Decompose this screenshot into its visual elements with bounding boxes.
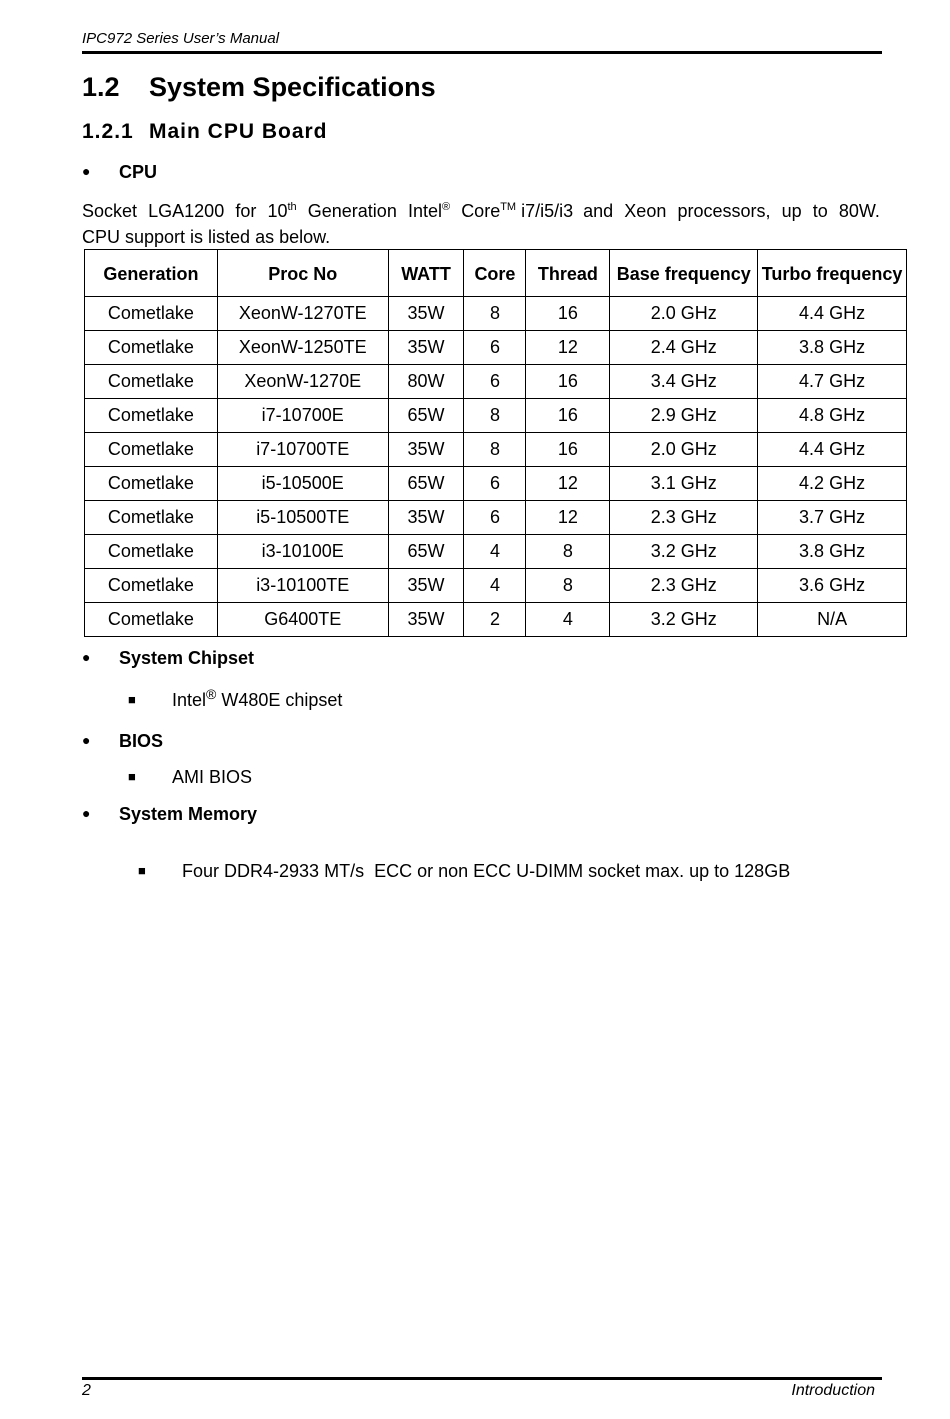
cpu-description bbox=[82, 198, 880, 250]
table-cell: i7-10700E bbox=[217, 399, 388, 433]
registered-mark: ® bbox=[206, 686, 217, 702]
table-cell: i5-10500E bbox=[217, 467, 388, 501]
table-cell: 8 bbox=[526, 569, 610, 603]
table-cell: XeonW-1270E bbox=[217, 365, 388, 399]
memory-heading: System Memory bbox=[119, 804, 258, 824]
table-cell: 35W bbox=[388, 501, 464, 535]
chipset-heading: System Chipset bbox=[119, 648, 255, 668]
table-row bbox=[85, 603, 907, 637]
table-cell: 16 bbox=[526, 297, 610, 331]
table-cell: 80W bbox=[388, 365, 464, 399]
cpu-description-line1 bbox=[82, 198, 880, 224]
table-cell: 35W bbox=[388, 331, 464, 365]
table-cell: i3-10100E bbox=[217, 535, 388, 569]
table-row bbox=[85, 535, 907, 569]
subsection-title: Main CPU Board bbox=[149, 120, 328, 143]
table-cell: 8 bbox=[464, 297, 526, 331]
word-base: 10 bbox=[267, 201, 288, 221]
cpu-support-table bbox=[84, 249, 907, 637]
column-header: Generation bbox=[85, 250, 218, 297]
bullet-dot-icon: ● bbox=[82, 732, 91, 748]
square-bullet-icon: ■ bbox=[128, 769, 136, 784]
memory-item bbox=[128, 840, 790, 882]
word: Xeon bbox=[624, 201, 667, 221]
table-cell: 4.4 GHz bbox=[758, 433, 907, 467]
table-cell: 6 bbox=[464, 365, 526, 399]
table-row bbox=[85, 569, 907, 603]
table-row bbox=[85, 501, 907, 535]
table-cell: 65W bbox=[388, 399, 464, 433]
section-number: 1.2 bbox=[82, 72, 120, 102]
table-row bbox=[85, 331, 907, 365]
bullet-dot-icon: ● bbox=[82, 805, 91, 821]
bios-item bbox=[128, 767, 252, 788]
table-cell: 8 bbox=[464, 433, 526, 467]
header-rule bbox=[82, 51, 882, 54]
table-cell: 3.7 GHz bbox=[758, 501, 907, 535]
column-header: Core bbox=[464, 250, 526, 297]
memory-bullet bbox=[82, 804, 257, 825]
table-cell: i7-10700TE bbox=[217, 433, 388, 467]
table-cell: 2.0 GHz bbox=[610, 297, 758, 331]
table-cell: 8 bbox=[526, 535, 610, 569]
table-cell: 16 bbox=[526, 399, 610, 433]
column-header: WATT bbox=[388, 250, 464, 297]
table-cell: 35W bbox=[388, 603, 464, 637]
table-cell: 6 bbox=[464, 467, 526, 501]
table-cell: Cometlake bbox=[85, 535, 218, 569]
table-cell: Cometlake bbox=[85, 467, 218, 501]
column-header: Base frequency bbox=[610, 250, 758, 297]
bullet-dot-icon: ● bbox=[82, 649, 91, 665]
cpu-heading: CPU bbox=[119, 162, 158, 182]
word-base: Intel bbox=[407, 201, 442, 221]
square-bullet-icon: ■ bbox=[128, 692, 136, 707]
word: processors, bbox=[677, 201, 771, 221]
table-cell: i3-10100TE bbox=[217, 569, 388, 603]
table-cell: Cometlake bbox=[85, 603, 218, 637]
word bbox=[267, 198, 296, 224]
table-cell: Cometlake bbox=[85, 399, 218, 433]
column-header: Thread bbox=[526, 250, 610, 297]
chipset-item bbox=[128, 686, 343, 711]
chipset-item-text: Intel bbox=[172, 690, 207, 710]
table-cell: 65W bbox=[388, 535, 464, 569]
table-cell: 3.6 GHz bbox=[758, 569, 907, 603]
cpu-description-line2: CPU support is listed as below. bbox=[82, 227, 331, 247]
word: to bbox=[812, 201, 828, 221]
word bbox=[408, 198, 450, 224]
table-cell: G6400TE bbox=[217, 603, 388, 637]
table-cell: 12 bbox=[526, 331, 610, 365]
word-base: Core bbox=[461, 201, 501, 221]
cpu-bullet bbox=[82, 162, 157, 183]
table-row bbox=[85, 433, 907, 467]
subsection-number: 1.2.1 bbox=[82, 120, 134, 143]
table-cell: 65W bbox=[388, 467, 464, 501]
table-header-row bbox=[85, 250, 907, 297]
table-cell: 2.3 GHz bbox=[610, 569, 758, 603]
table-cell: 3.1 GHz bbox=[610, 467, 758, 501]
table-cell: 4.4 GHz bbox=[758, 297, 907, 331]
word bbox=[461, 198, 613, 224]
subsection-heading bbox=[82, 120, 328, 144]
table-cell: 4 bbox=[464, 569, 526, 603]
table-row bbox=[85, 297, 907, 331]
table-cell: 2.9 GHz bbox=[610, 399, 758, 433]
running-header: IPC972 Series User’s Manual bbox=[82, 30, 280, 47]
table-cell: 2.4 GHz bbox=[610, 331, 758, 365]
table-cell: 4 bbox=[464, 535, 526, 569]
table-row bbox=[85, 467, 907, 501]
registered-mark: ® bbox=[441, 201, 451, 213]
table-cell: Cometlake bbox=[85, 331, 218, 365]
table-cell: 3.8 GHz bbox=[758, 331, 907, 365]
bios-heading: BIOS bbox=[119, 731, 164, 751]
section-heading bbox=[82, 72, 436, 103]
footer-rule bbox=[82, 1377, 882, 1380]
table-cell: 35W bbox=[388, 433, 464, 467]
memory-item-text: Four DDR4-2933 MT/s ECC or non ECC U-DIMM socket max. up to 128GB bbox=[182, 861, 791, 881]
table-cell: 35W bbox=[388, 569, 464, 603]
table-cell: 6 bbox=[464, 501, 526, 535]
bios-bullet bbox=[82, 731, 163, 752]
bios-item-text: AMI BIOS bbox=[172, 767, 253, 787]
table-cell: 4 bbox=[526, 603, 610, 637]
table-cell: 3.4 GHz bbox=[610, 365, 758, 399]
table-cell: 12 bbox=[526, 467, 610, 501]
table-cell: 2.3 GHz bbox=[610, 501, 758, 535]
table-cell: Cometlake bbox=[85, 297, 218, 331]
table-row bbox=[85, 399, 907, 433]
word: Socket bbox=[82, 201, 138, 221]
superscript: th bbox=[287, 201, 297, 213]
word: up bbox=[781, 201, 802, 221]
table-cell: 3.8 GHz bbox=[758, 535, 907, 569]
table-cell: 4.2 GHz bbox=[758, 467, 907, 501]
table-cell: 16 bbox=[526, 365, 610, 399]
table-cell: 2 bbox=[464, 603, 526, 637]
chipset-item-text-rest: W480E chipset bbox=[216, 690, 343, 710]
table-cell: XeonW-1270TE bbox=[217, 297, 388, 331]
table-cell: 6 bbox=[464, 331, 526, 365]
table-cell: 4.8 GHz bbox=[758, 399, 907, 433]
table-cell: 35W bbox=[388, 297, 464, 331]
trademark-mark: TM bbox=[500, 201, 517, 213]
word: 80W. bbox=[838, 201, 880, 221]
word: for bbox=[235, 201, 257, 221]
table-cell: 12 bbox=[526, 501, 610, 535]
square-bullet-icon: ■ bbox=[138, 863, 146, 878]
table-body bbox=[85, 297, 907, 637]
table-cell: Cometlake bbox=[85, 501, 218, 535]
table-cell: 4.7 GHz bbox=[758, 365, 907, 399]
table-cell: 3.2 GHz bbox=[610, 603, 758, 637]
table-cell: Cometlake bbox=[85, 365, 218, 399]
word: i7/i5/i3 and bbox=[521, 201, 614, 221]
column-header: Proc No bbox=[217, 250, 388, 297]
table-cell: 16 bbox=[526, 433, 610, 467]
table-cell: N/A bbox=[758, 603, 907, 637]
table-cell: 3.2 GHz bbox=[610, 535, 758, 569]
table-cell: i5-10500TE bbox=[217, 501, 388, 535]
page-number: 2 bbox=[82, 1382, 91, 1399]
word: Generation bbox=[307, 201, 397, 221]
chipset-bullet bbox=[82, 648, 254, 669]
bullet-dot-icon: ● bbox=[82, 163, 91, 179]
section-title: System Specifications bbox=[149, 72, 436, 102]
footer-section: Introduction bbox=[791, 1382, 875, 1399]
column-header: Turbo frequency bbox=[758, 250, 907, 297]
table-cell: XeonW-1250TE bbox=[217, 331, 388, 365]
table-cell: 2.0 GHz bbox=[610, 433, 758, 467]
table-cell: Cometlake bbox=[85, 569, 218, 603]
table-cell: Cometlake bbox=[85, 433, 218, 467]
table-row bbox=[85, 365, 907, 399]
word: LGA1200 bbox=[148, 201, 225, 221]
table-cell: 8 bbox=[464, 399, 526, 433]
